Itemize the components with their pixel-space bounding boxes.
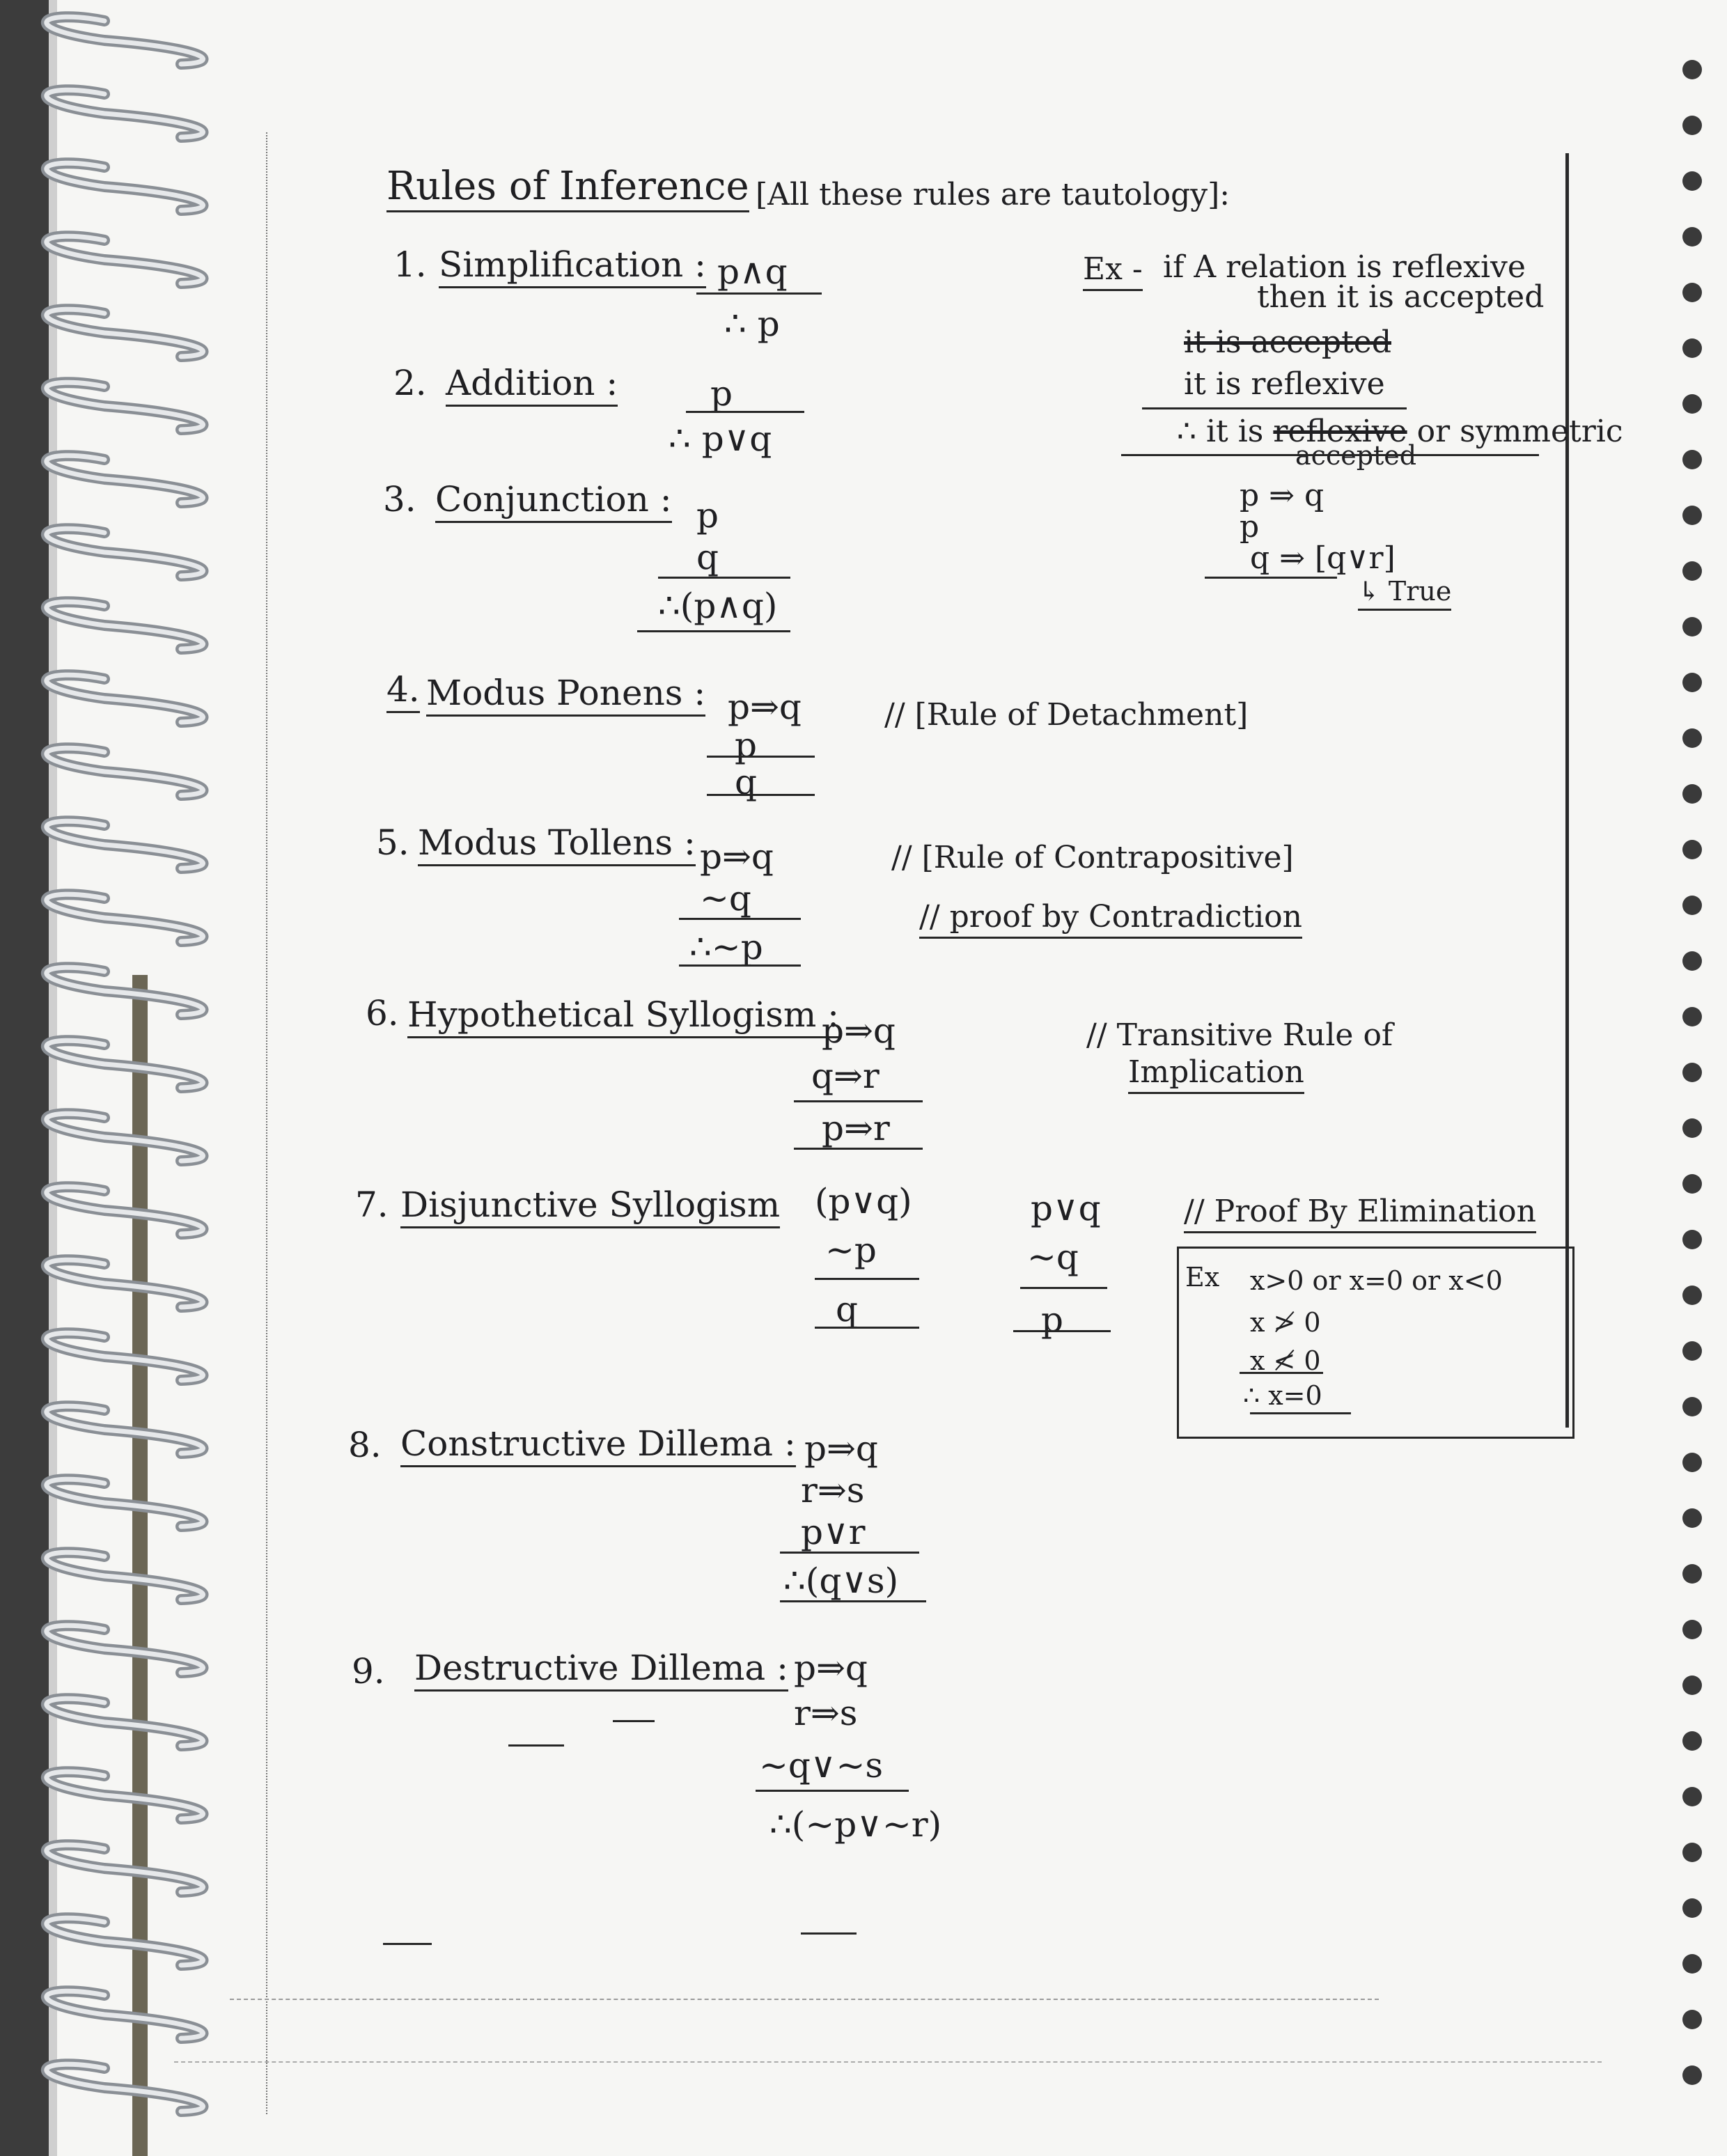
inference-bar — [686, 411, 804, 413]
inner-margin-line — [266, 132, 267, 2114]
example-conclusion-prefix: ∴ it is — [1177, 414, 1264, 449]
rule-number: 5. — [376, 822, 409, 863]
elimination-example-conclusion: ∴ x=0 — [1243, 1380, 1322, 1411]
example-label: Ex - — [1083, 254, 1143, 291]
inference-bar — [679, 964, 801, 967]
example-formula: p ⇒ q — [1240, 478, 1324, 513]
example-line: if A relation is reflexive — [1163, 249, 1526, 285]
inference-bar — [780, 1600, 926, 1602]
elimination-example-line: x ≮ 0 — [1250, 1345, 1321, 1376]
premise: ~q — [1027, 1237, 1079, 1277]
premise: (p∨q) — [815, 1181, 912, 1221]
premise: r⇒s — [801, 1470, 865, 1510]
pen-mark — [801, 1932, 857, 1935]
pen-mark — [508, 1744, 564, 1747]
pen-mark — [383, 1943, 432, 1945]
conclusion: ∴(~p∨~r) — [769, 1804, 942, 1845]
note-rule-of-detachment: // [Rule of Detachment] — [884, 697, 1249, 733]
example-struck-line: it is accepted — [1184, 325, 1391, 360]
conclusion: p — [1041, 1299, 1064, 1340]
rule-name-modus-tollens: Modus Tollens : — [418, 825, 696, 866]
example-formula: p — [1240, 509, 1260, 545]
page-title: Rules of Inference — [386, 167, 749, 212]
inference-bar — [658, 577, 790, 579]
premise: p⇒q — [804, 1428, 878, 1469]
note-proof-by-elimination: // Proof By Elimination — [1184, 1196, 1536, 1233]
rule-number: 1. — [393, 244, 427, 285]
note-implication: Implication — [1128, 1057, 1304, 1094]
inference-bar — [637, 630, 790, 632]
note-proof-by-contradiction: // proof by Contradiction — [919, 902, 1302, 939]
inference-bar — [679, 918, 801, 920]
conclusion: q — [735, 762, 758, 802]
rule-name-destructive-dillema: Destructive Dillema : — [414, 1650, 788, 1692]
elimination-example-line: x>0 or x=0 or x<0 — [1250, 1265, 1503, 1296]
inference-bar — [696, 292, 822, 295]
example-line: then it is accepted — [1257, 279, 1545, 315]
conclusion: ∴ p — [724, 304, 780, 344]
bottom-rule-line — [230, 1999, 1379, 2000]
inference-bar — [707, 756, 815, 758]
conclusion: ∴(q∨s) — [783, 1561, 899, 1601]
premise: ~q∨~s — [759, 1745, 884, 1786]
rule-number: 9. — [352, 1651, 385, 1692]
premise: ~p — [825, 1230, 877, 1270]
inference-bar — [1142, 407, 1407, 409]
inference-bar — [1121, 454, 1539, 456]
premise: p⇒q — [728, 687, 802, 727]
elimination-example-label: Ex — [1185, 1262, 1220, 1292]
rule-number: 6. — [366, 993, 399, 1033]
premise: q⇒r — [811, 1056, 880, 1096]
note-rule-of-contrapositive: // [Rule of Contrapositive] — [891, 840, 1294, 875]
inference-bar — [1240, 1372, 1323, 1374]
inference-bar — [815, 1327, 919, 1329]
rule-number: 3. — [383, 479, 416, 520]
premise: p — [696, 495, 719, 536]
example-conclusion-suffix: or symmetric — [1416, 414, 1623, 449]
bottom-edge-line — [174, 2061, 1602, 2063]
rule-number: 2. — [393, 363, 427, 403]
rule-number: 8. — [348, 1425, 382, 1465]
premise: p∨q — [1031, 1188, 1101, 1228]
rule-name-addition: Addition : — [446, 366, 618, 407]
rule-name-modus-ponens: Modus Ponens : — [426, 675, 705, 717]
conclusion: ∴ p∨q — [669, 419, 772, 459]
premise: p∨r — [801, 1512, 866, 1552]
premise: r⇒s — [794, 1693, 858, 1733]
example-line: it is reflexive — [1184, 366, 1385, 402]
inference-bar — [1020, 1287, 1107, 1289]
example-conclusion-struck: reflexive — [1273, 414, 1407, 449]
premise: p — [735, 725, 758, 765]
inference-bar — [756, 1790, 909, 1792]
conclusion: p⇒r — [822, 1108, 890, 1148]
inference-bar — [1205, 577, 1337, 579]
elimination-example-line: x ≯ 0 — [1250, 1307, 1321, 1338]
inference-bar — [794, 1148, 923, 1150]
premise: p⇒q — [700, 836, 774, 877]
inference-bar — [794, 1100, 923, 1102]
premise: p⇒q — [794, 1648, 868, 1688]
rule-number: 7. — [355, 1185, 389, 1225]
inference-bar — [1250, 1412, 1351, 1414]
note-transitive-rule: // Transitive Rule of — [1086, 1017, 1393, 1053]
rule-name-conjunction: Conjunction : — [435, 482, 672, 523]
inference-bar — [780, 1552, 919, 1554]
premise: p — [710, 373, 733, 414]
page-margin-line — [1565, 153, 1569, 1428]
example-formula: q ⇒ [q∨r] — [1250, 540, 1396, 576]
spiral-binding — [0, 0, 251, 2156]
example-correction: accepted — [1295, 440, 1417, 471]
inference-bar — [1013, 1330, 1111, 1332]
premise: q — [696, 537, 719, 577]
rule-name-simplification: Simplification : — [439, 247, 706, 288]
conclusion: ∴~p — [689, 927, 763, 967]
conclusion: q — [836, 1289, 859, 1329]
rule-name-disjunctive-syllogism: Disjunctive Syllogism — [400, 1187, 780, 1228]
rule-name-constructive-dillema: Constructive Dillema : — [400, 1426, 796, 1467]
rule-name-hypothetical-syllogism: Hypothetical Syllogism : — [407, 997, 839, 1038]
premise: ~q — [700, 878, 751, 919]
premise: p⇒q — [822, 1010, 896, 1051]
pen-mark — [613, 1720, 655, 1722]
rule-number: 4. — [386, 672, 420, 713]
inference-bar — [815, 1278, 919, 1280]
inference-bar — [707, 794, 815, 796]
punch-holes — [1650, 0, 1727, 2156]
premise: p∧q — [717, 251, 788, 292]
conclusion: ∴(p∧q) — [658, 586, 778, 626]
page-subtitle: [All these rules are tautology]: — [756, 177, 1230, 212]
example-true-note: ↳ True — [1358, 578, 1451, 611]
